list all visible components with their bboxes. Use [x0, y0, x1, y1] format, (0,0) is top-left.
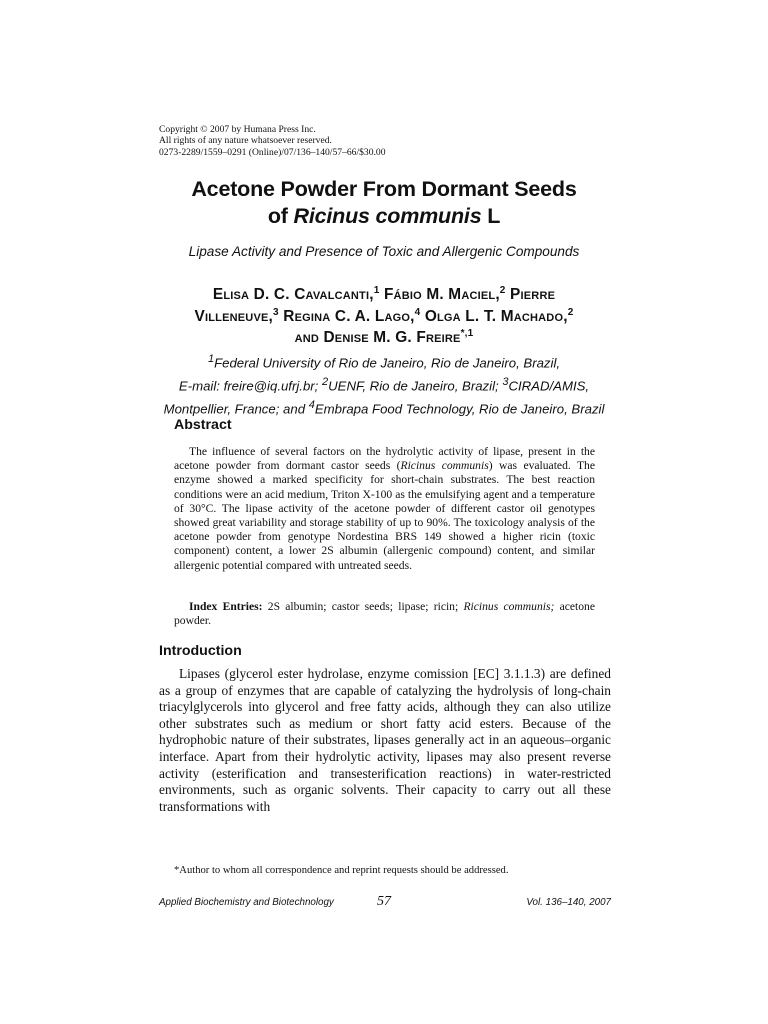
affil-text: Montpellier, France; and — [163, 401, 309, 417]
author-affil-ref: 2 — [499, 285, 506, 296]
author-line-3 — [100, 327, 668, 349]
journal-name: Applied Biochemistry and Biotechnology — [159, 897, 334, 908]
volume-info: Vol. 136–140, 2007 — [526, 897, 611, 908]
index-entries-label: Index Entries: — [189, 600, 263, 613]
paper-subtitle: Lipase Activity and Presence of Toxic and Allergenic Compounds — [188, 244, 580, 259]
abstract-species: Ricinus communis — [400, 459, 489, 473]
affil-ref: 2 — [322, 375, 329, 388]
affil-ref: 4 — [308, 398, 315, 411]
abstract-heading: Abstract — [174, 417, 232, 433]
rights-line: All rights of any nature whatsoever reserved. — [159, 135, 332, 147]
index-entries-text: 2S albumin; castor seeds; lipase; ricin; — [262, 600, 464, 613]
author-name: Fábio M. Maciel, — [379, 286, 500, 303]
abstract-text: ) was evaluated. The enzyme showed a marked specificity for short-chain substrates. The best reaction conditions were an acid medium, Triton X-100 as the emulsifying agent and a temperature of 30°C. The lipase activity of the acetone powder of different castor oil genotypes showed great variability and storage stability of up to 90%. The toxicology analysis of the acetone powder from genotype Nordestina BRS 149 showed a higher ricin (toxic component) content, a lower 2S albumin (allergenic compound) content, and similar allergenic potential compared with untreated seeds. — [174, 459, 595, 572]
index-entries — [174, 600, 595, 628]
title-line-1: Acetone Powder From Dormant Seeds — [191, 177, 577, 201]
author-affil-ref: 3 — [273, 306, 279, 318]
introduction-heading: Introduction — [159, 643, 242, 659]
index-entries-species: Ricinus communis; — [463, 600, 555, 613]
copyright-line: Copyright © 2007 by Humana Press Inc. — [159, 124, 316, 135]
affiliation-line-1 — [100, 350, 668, 373]
abstract-paragraph — [174, 445, 595, 573]
title-prefix: of — [267, 204, 294, 228]
author-affil-ref: *,1 — [460, 328, 474, 339]
author-line-2 — [100, 306, 668, 328]
index-entries-text-end: acetone powder. — [174, 600, 596, 628]
paper-title — [100, 176, 668, 230]
page-footer — [159, 895, 611, 911]
author-line-1 — [100, 284, 668, 306]
author-list — [100, 284, 668, 349]
affiliation-line-2 — [100, 373, 668, 396]
affil-email: E-mail: freire@iq.ufrj.br; — [178, 378, 323, 394]
page-number: 57 — [377, 894, 391, 909]
author-affil-ref: 4 — [414, 306, 421, 318]
affiliations — [100, 350, 668, 419]
correspondence-footnote: *Author to whom all correspondence and reprint requests should be addressed. — [174, 865, 509, 876]
title-suffix: L — [481, 204, 501, 228]
author-name: Elisa D. C. Cavalcanti, — [212, 286, 374, 303]
affil-text: Embrapa Food Technology, Rio de Janeiro, Brazil — [314, 401, 605, 417]
author-name: Villeneuve, — [194, 307, 274, 325]
introduction-body: Lipases (glycerol ester hydrolase, enzyme comission [EC] 3.1.1.3) are defined as a group of enzymes that are capable of catalyzing the hydrolysis of long-chain triacylglycerols into glycerol and free fatty acids, although they can also utilize other substrates such as medium or short fatty acid esters. Because of the hydrophobic nature of their substrates, lipases generally act in an aqueous–organic interface. Apart from their hydrolytic activity, lipases may also present reverse activity (esterification and transesterification reactions) in water-restricted environments, such as organic solvents. Their capacity to carry out all these transformations with — [159, 666, 611, 814]
issn-line: 0273-2289/1559–0291 (Online)/07/136–140/57–66/$30.00 — [159, 146, 386, 158]
copyright-notice — [159, 124, 619, 158]
author-name: and Denise M. G. Freire — [294, 329, 461, 346]
author-affil-ref: 1 — [373, 285, 380, 296]
author-name: Regina C. A. Lago, — [278, 307, 415, 325]
affil-ref: 3 — [502, 375, 509, 388]
author-name: Pierre — [505, 286, 556, 303]
affil-text: UENF, Rio de Janeiro, Brazil; — [328, 378, 503, 394]
affil-ref: 1 — [207, 353, 215, 365]
affil-text: CIRAD/AMIS, — [508, 378, 590, 394]
title-species: Ricinus communis — [293, 204, 482, 228]
affil-text: Federal University of Rio de Janeiro, Rio de Janeiro, Brazil, — [214, 355, 561, 371]
author-name: Olga L. T. Machado, — [420, 307, 568, 325]
title-line-2 — [100, 203, 668, 230]
abstract-body — [174, 445, 595, 573]
author-affil-ref: 2 — [567, 306, 574, 318]
abstract-text: The influence of several factors on the hydrolytic activity of lipase, present in the acetone powder from dormant castor seeds ( — [174, 445, 595, 473]
